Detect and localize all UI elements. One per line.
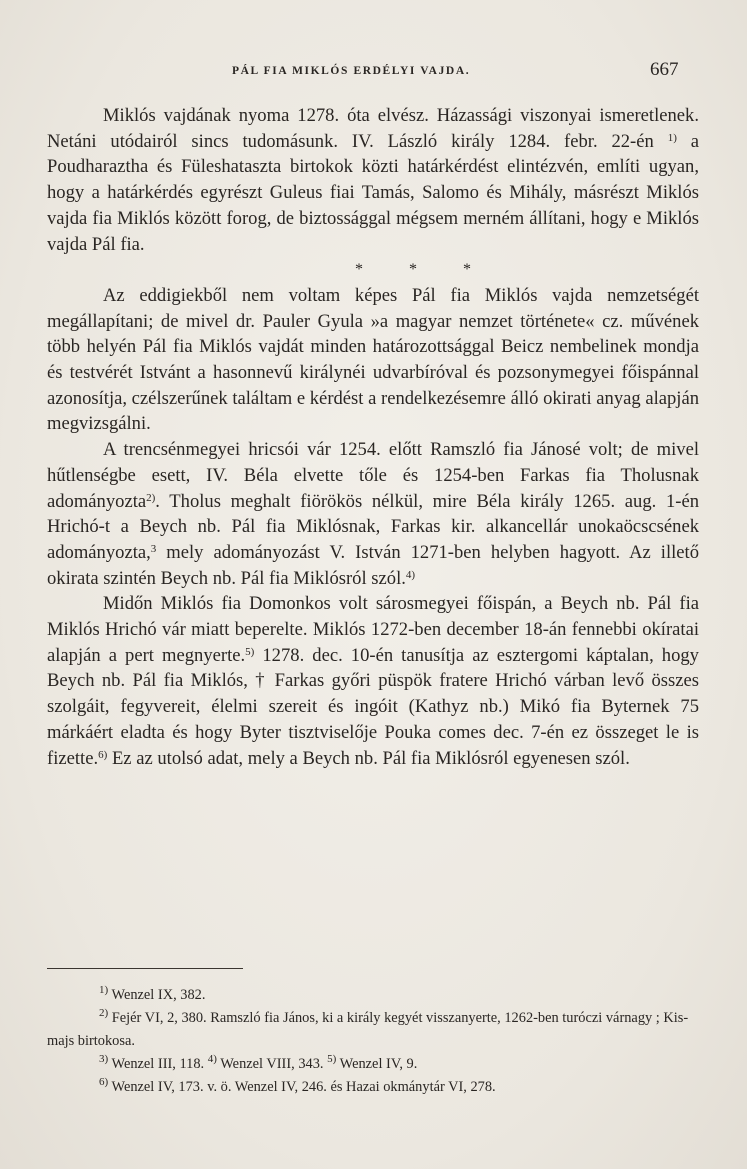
footnote-1-text: Wenzel IX, 382. xyxy=(111,987,206,1003)
paragraph-1 xyxy=(47,103,699,257)
paragraph-4-text-b: 1278. dec. 10-én tanusítja az esztergomi káptalan, hogy Beych nb. Pál fia Miklós, † Farkas győri püspök fratere Hrichó várban levő összes szolgáit, fegyvereit, élelmi szereit és ingóit (Kathyz nb.) Mikó fia Byternek 75 márkáért eladta és hogy Byter tisztviselője Pouka comes dec. 7-én ez összeget le is fizette. xyxy=(47,644,699,769)
footnote-3-4-5 xyxy=(47,1053,699,1076)
body-text xyxy=(47,103,699,771)
footnote-3-text: Wenzel III, 118. xyxy=(111,1055,205,1072)
page-number: 667 xyxy=(650,59,679,80)
page-header xyxy=(0,58,747,86)
footnote-rule xyxy=(47,968,243,969)
paragraph-1-text-b: a Poudharaztha és Füleshataszta birtokok közti határkérdést elintézvén, említi ugyan, hogy a határkérdés egyrészt Guleus fiai Tamás, Salomo és Mihály, másrészt Miklós vajda fia Miklós között forog, de biztossággal mégsem merném állítani, hogy e Miklós vajda Pál fia. xyxy=(47,130,699,255)
footnote-6-text: Wenzel IV, 173. v. ö. Wenzel IV, 246. és Hazai okmánytár VI, 278. xyxy=(111,1078,496,1095)
footnote-4-text: Wenzel VIII, 343. xyxy=(220,1055,324,1072)
footnote-ref-6: 6) xyxy=(98,748,108,761)
star-1: * xyxy=(355,261,363,279)
footnote-3-number: 3) xyxy=(99,1052,109,1065)
paragraph-1-text-a: Miklós vajdának nyoma 1278. óta elvész. Házassági viszonyai ismeretlenek. Netáni utódairól sincs tudomásunk. IV. László király 1284. febr. 22-én xyxy=(47,105,699,152)
star-3: * xyxy=(463,261,471,279)
footnote-2 xyxy=(47,1007,699,1053)
footnote-6-number: 6) xyxy=(99,1075,109,1088)
footnotes xyxy=(47,984,699,1099)
paragraph-3-text-c: mely adományozást V. István 1271-ben helyben hagyott. Az illető okirata szintén Beych nb. Pál fia Miklósról szól. xyxy=(47,541,699,589)
footnote-ref-3: 3 xyxy=(150,542,157,555)
footnote-4-number: 4) xyxy=(207,1052,217,1065)
footnote-1-number: 1) xyxy=(99,984,109,996)
paragraph-3-text-a: A trencsénmegyei hricsói vár 1254. előtt Ramszló fia Jánosé volt; de mivel hűtlenségbe esett, IV. Béla elvette tőle és 1254-ben Farkas fia Tholusnak adományozta xyxy=(47,439,699,512)
footnote-5-text: Wenzel IV, 9. xyxy=(339,1055,418,1072)
paragraph-2: Az eddigiekből nem voltam képes Pál fia Miklós vajda nemzetségét megállapítani; de mivel dr. Pauler Gyula »a magyar nemzet története« cz. művének több helyén Pál fia Miklós vajdát minden határozottsággal Beicz nembelinek mondja és testvérét Istvánt a hasonnevű királynéi udvarbíróval és pozsonymegyei főispánnal azonosítja, czélszerűnek találtam e kérdést a rendelkezésemre álló okirati anyag alapján megvizsgálni. xyxy=(47,284,700,435)
star-2: * xyxy=(409,261,417,279)
paragraph-4-text-c: Ez az utolsó adat, mely a Beych nb. Pál fia Miklósról egyenesen szól. xyxy=(111,747,630,769)
footnote-ref-2: 2) xyxy=(146,491,156,504)
footnote-ref-1: 1) xyxy=(667,131,677,144)
running-head: PÁL FIA MIKLÓS ERDÉLYI VAJDA. xyxy=(232,65,471,77)
footnote-ref-5: 5) xyxy=(245,645,255,658)
footnote-1 xyxy=(47,984,699,1007)
footnote-2-number: 2) xyxy=(99,1006,109,1019)
footnote-2-text: Fejér VI, 2, 380. Ramszló fia János, ki a király kegyét visszanyerte, 1262-ben turóczi várnagy ; Kis-majs birtokosa. xyxy=(47,1009,689,1049)
paragraph-3-text-b: . Tholus meghalt fiörökös nélkül, mire Béla király 1265. aug. 1-én Hrichó-t a Beych nb. Pál fia Miklósnak, Farkas kir. alkancellár unokaöcscsének adományozta, xyxy=(47,490,699,563)
footnote-ref-4: 4) xyxy=(405,568,416,581)
paragraph-4-text-a: Midőn Miklós fia Domonkos volt sárosmegyei főispán, a Beych nb. Pál fia Miklós Hrichó vár miatt beperelte. Miklós 1272-ben december 18-án fennebbi okíratai alapján a pert megnyerte. xyxy=(47,593,699,666)
footnote-6 xyxy=(47,1076,699,1099)
paragraph-3 xyxy=(47,437,699,591)
footnote-5-number: 5) xyxy=(327,1052,337,1065)
section-separator xyxy=(47,257,699,283)
paragraph-4 xyxy=(47,591,699,771)
